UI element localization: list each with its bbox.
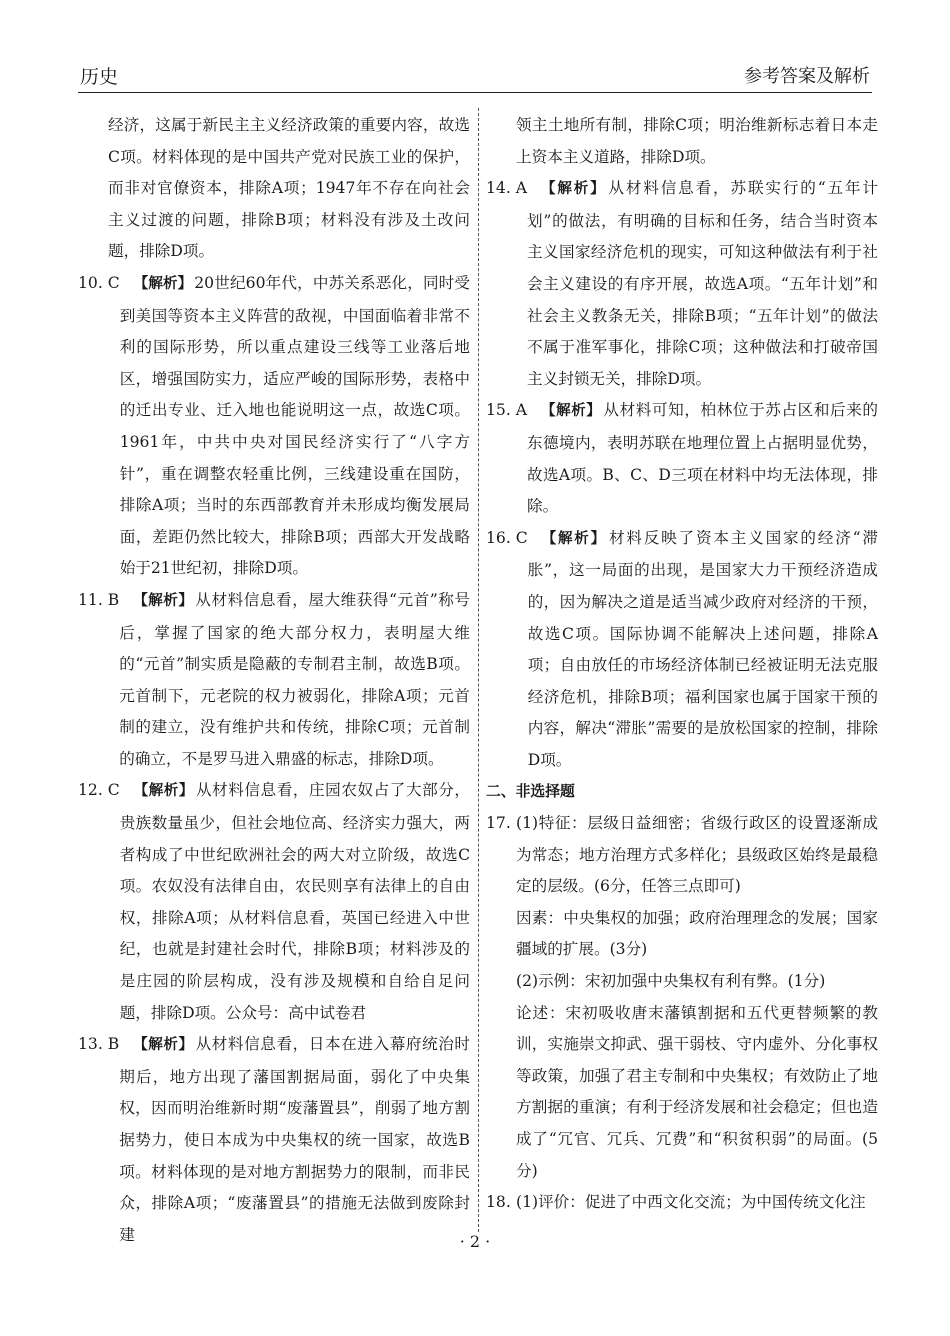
left-continuation: 经济，这属于新民主主义经济政策的重要内容，故选C项。材料体现的是中国共产党对民族工业的保护，而非对官僚资本，排除A项；1947年不存在向社会主义过渡的问题，排除B项；材料没有涉及土改问题，排除D项。 — [108, 116, 470, 261]
analysis-tag: 【解析】 — [133, 275, 193, 292]
header-rule — [78, 92, 872, 93]
column-divider — [478, 108, 479, 1232]
answer-item-17 — [486, 808, 878, 1187]
analysis-tag: 【解析】 — [133, 1037, 194, 1054]
analysis-tag: 【解析】 — [541, 530, 607, 547]
answer-text: 从材料信息看，苏联实行的“五年计划”的做法，有明确的目标和任务，结合当时资本主义国家经济危机的现实，可知这种做法有利于社会主义建设的有序开展，故选A项。“五年计划”和社会主义教条无关，排除B项；“五年计划”的做法不属于准军事化，排除C项；这种做法和打破帝国主义封锁无关，排除D项。 — [527, 179, 878, 388]
answer-item-13 — [78, 1029, 470, 1251]
analysis-tag: 【解析】 — [133, 592, 194, 609]
answer-number: 14. A — [486, 179, 528, 198]
answer-item-16 — [486, 523, 878, 777]
analysis-tag: 【解析】 — [541, 181, 607, 198]
answer-item-12 — [78, 775, 470, 1029]
page-number: · 2 · — [459, 1232, 491, 1251]
answer-number: 10. C — [78, 273, 120, 292]
section-title: 参考答案及解析 — [744, 66, 870, 87]
answer-text: 从材料可知，柏林位于苏占区和后来的东德境内，表明苏联在地理位置上占据明显优势，故选A项。B、C、D三项在材料中均无法体现，排除。 — [527, 401, 878, 516]
answer-text: 从材料信息看，屋大维获得“元首”称号后，掌握了国家的绝大部分权力，表明屋大维的“元首”制实质是隐蔽的专制君主制，故选B项。元首制下，元老院的权力被弱化，排除A项；元首制的建立，没有维护共和传统，排除C项；元首制的确立，不是罗马进入鼎盛的标志，排除D项。 — [119, 590, 471, 768]
right-continuation: 领主土地所有制，排除C项；明治维新标志着日本走上资本主义道路，排除D项。 — [516, 116, 878, 166]
answer-item-18 — [486, 1187, 878, 1219]
answer-text: 20世纪60年代，中苏关系恶化，同时受到美国等资本主义阵营的敌视，中国面临着非常不利的国际形势，所以重点建设三线等工业落后地区，增强国防实力，适应严峻的国际形势，表格中的迁出专业、迁入地也能说明这一点，故选C项。1961年，中共中央对国民经济实行了“八字方针”，重在调整农轻重比例，三线建设重在国防，排除A项；当时的东西部教育并未形成均衡发展局面，差距仍然比较大，排除B项；西部大开发战略始于21世纪初，排除D项。 — [119, 273, 471, 578]
section-heading: 二、非选择题 — [486, 783, 575, 801]
answer-paragraph: 论述：宋初吸收唐末藩镇割据和五代更替频繁的教训，实施崇文抑武、强干弱枝、守内虚外、分化事权等政策，加强了君主专制和中央集权；有效防止了地方割据的重演；有利于经济发展和社会稳定；但也造成了“冗官、冗兵、冗费”和“积贫积弱”的局面。(5分) — [516, 1003, 878, 1180]
answer-number: 17. — [486, 814, 511, 833]
answer-paragraph: (2)示例：宋初加强中央集权有利有弊。(1分) — [516, 972, 826, 991]
answer-paragraph: (1)评价：促进了中西文化交流；为中国传统文化注 — [516, 1193, 866, 1212]
page-header — [78, 60, 872, 90]
answer-number: 18. — [486, 1193, 511, 1212]
answer-number: 16. C — [486, 528, 528, 547]
answer-text: 从材料信息看，日本在进入幕府统治时期后，地方出现了藩国割据局面，弱化了中央集权，因而明治维新时期“废藩置县”，削弱了地方割据势力，使日本成为中央集权的统一国家，故选B项。材料体现的是对地方割据势力的限制，而非民众，排除A项；“废藩置县”的措施无法做到废除封建 — [119, 1035, 470, 1244]
right-column — [486, 110, 878, 1219]
subject-label: 历史 — [80, 66, 119, 88]
answer-number: 11. B — [78, 590, 120, 609]
answer-text: 材料反映了资本主义国家的经济“滞胀”，这一局面的出现，是国家大力干预经济造成的，因为解决之道是适当减少政府对经济的干预，故选C项。国际协调不能解决上述问题，排除A项；自由放任的市场经济体制已经被证明无法克服经济危机，排除B项；福利国家也属于国家干预的内容，解决“滞胀”需要的是放松国家的控制，排除D项。 — [527, 528, 878, 769]
left-column — [78, 110, 470, 1251]
answer-item-15 — [486, 395, 878, 522]
answer-text: 从材料信息看，庄园农奴占了大部分，贵族数量虽少，但社会地位高、经济实力强大，两者构成了中世纪欧洲社会的两大对立阶级，故选C项。农奴没有法律自由，农民则享有法律上的自由权，排除A项；从材料信息看，英国已经进入中世纪，也就是封建社会时代，排除B项；材料涉及的是庄园的阶层构成，没有涉及规模和自给自足问题，排除D项。公众号：高中试卷君 — [119, 781, 470, 1022]
answer-number: 12. C — [78, 781, 120, 800]
analysis-tag: 【解析】 — [541, 403, 602, 420]
answer-paragraph: 因素：中央集权的加强；政府治理理念的发展；国家疆域的扩展。(3分) — [516, 908, 878, 959]
answer-number: 13. B — [78, 1035, 120, 1054]
answer-item-11 — [78, 585, 470, 776]
answer-paragraph: (1)特征：层级日益细密；省级行政区的设置逐渐成为常态；地方治理方式多样化；县级政区始终是最稳定的层级。(6分，任答三点即可) — [516, 814, 878, 896]
answer-number: 15. A — [486, 401, 528, 420]
answer-item-14 — [486, 173, 878, 395]
answer-item-10 — [78, 268, 470, 585]
analysis-tag: 【解析】 — [133, 783, 194, 800]
